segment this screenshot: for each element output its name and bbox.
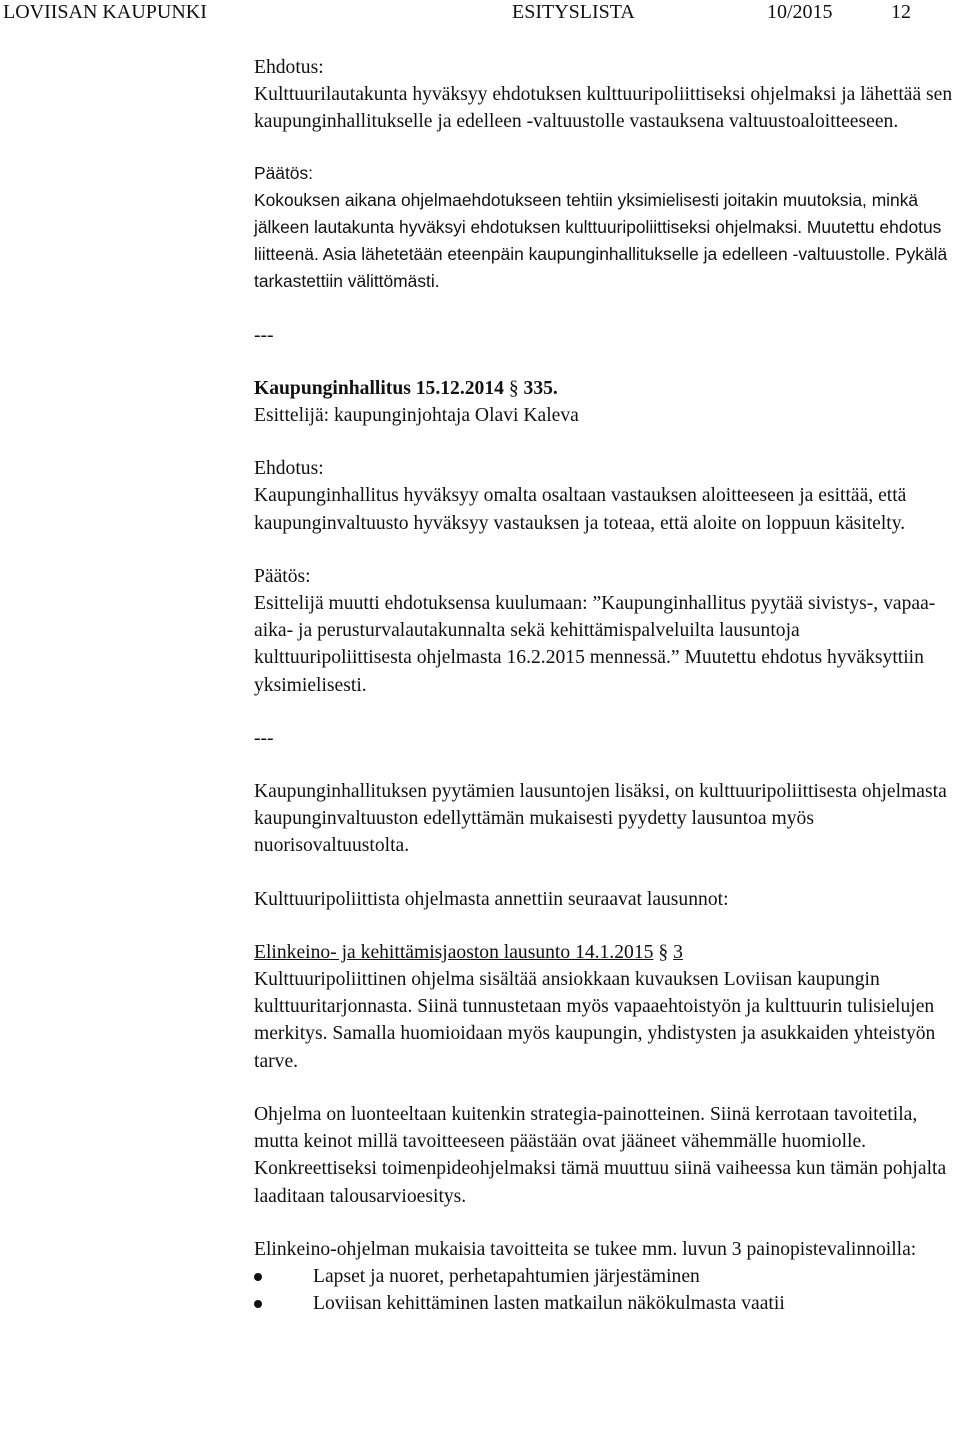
statement-paragraph-1: Kulttuuripoliittinen ohjelma sisältää ansiokkaan kuvauksen Loviisan kaupungin kulttuuritarjonnasta. Siinä tunnustetaan myös vapaaehtoistyön ja kulttuurin tulisielujen merkitys. Samalla huomioidaan myös kaupungin, yhdistysten ja asukkaiden yhteistyön tarve. — [254, 969, 936, 1072]
proposal-section-1 — [254, 54, 960, 136]
organization-name: LOVIISAN KAUPUNKI — [3, 1, 207, 23]
separator-1: --- — [254, 324, 274, 346]
bullet-icon — [254, 1300, 262, 1308]
statement-section-number: 3 — [673, 941, 683, 963]
list-item — [254, 1290, 960, 1317]
statement-section-sign: § — [658, 941, 669, 963]
decision-text: Esittelijä muutti ehdotuksensa kuulumaan: ”Kaupunginhallitus pyytää sivistys-, vapaa-aika- ja perusturvalautakunnalta sekä kehittämispalveluilta lausuntoja kulttuuripoliittisesta ohjelmasta 16.2.2015 mennessä.” Muutettu ehdotus hyväksyttiin yksimielisesti. — [254, 593, 936, 696]
decision-text: Kokouksen aikana ohjelmaehdotukseen tehtiin yksimielisesti joitakin muutoksia, minkä jälkeen lautakunta hyväksyi ehdotuksen kulttuuripoliittiseksi ohjelmaksi. Muutettu ehdotus liitteenä. Asia lähetetään eteenpäin kaupunginhallitukselle ja edelleen -valtuustolle. Pykälä tarkastettiin välittömästi. — [254, 189, 948, 292]
page-header — [0, 0, 960, 24]
list-item — [254, 1263, 960, 1290]
proposal-text: Kaupunginhallitus hyväksyy omalta osaltaan vastauksen aloitteeseen ja esittää, että kaupunginvaltuusto hyväksyy vastauksen ja toteaa, että aloite on loppuun käsitelty. — [254, 485, 907, 534]
statement-heading — [254, 939, 960, 966]
presenter: Esittelijä: kaupunginjohtaja Olavi Kaleva — [254, 405, 579, 427]
goals-list — [254, 1263, 960, 1317]
document-body — [254, 27, 960, 1317]
statement-heading-text: Elinkeino- ja kehittämisjaoston lausunto 14.1.2015 — [254, 941, 654, 963]
city-board-heading — [254, 375, 960, 402]
page-number: 12 — [891, 1, 911, 23]
proposal-text: Kulttuurilautakunta hyväksyy ehdotuksen kulttuuripoliittiseksi ohjelmaksi ja lähettää sen kaupunginhallitukselle ja edelleen -valtuustolle vastauksena valtuustoaloitteeseen. — [254, 84, 953, 133]
list-item-text: Lapset ja nuoret, perhetapahtumien järjestäminen — [313, 1265, 700, 1287]
agenda-number: 10/2015 — [767, 1, 833, 23]
statement-paragraph-2: Ohjelma on luonteeltaan kuitenkin strategia-painotteinen. Siinä kerrotaan tavoitetila, mutta keinot millä tavoitteeseen päästään ovat jääneet vähemmälle huomiolle. Konkreettiseksi toimenpideohjelmaksi tämä muuttuu siinä vaiheessa kun tämän pohjalta laaditaan talousarvioesitys. — [254, 1103, 947, 1207]
proposal-label: Ehdotus: — [254, 57, 324, 78]
separator-2: --- — [254, 727, 274, 749]
proposal-section-2 — [254, 455, 960, 537]
decision-label: Päätös: — [254, 162, 313, 183]
statements-intro: Kulttuuripoliittista ohjelmasta annettiin seuraavat lausunnot: — [254, 888, 729, 910]
statement-paragraph-3: Elinkeino-ohjelman mukaisia tavoitteita se tukee mm. luvun 3 painopistevalinnoilla: — [254, 1238, 917, 1260]
section-number: 335. — [523, 377, 558, 399]
city-board-heading-text: Kaupunginhallitus 15.12.2014 — [254, 377, 504, 399]
bullet-icon — [254, 1273, 262, 1281]
proposal-label: Ehdotus: — [254, 458, 324, 480]
section-sign: § — [508, 377, 519, 399]
decision-section-2 — [254, 563, 960, 699]
statements-paragraph: Kaupunginhallituksen pyytämien lausuntojen lisäksi, on kulttuuripoliittisesta ohjelmasta kaupunginvaltuuston edellyttämän mukaisesti pyydetty lausuntoa myös nuorisovaltuustolta. — [254, 781, 947, 857]
list-item-text: Loviisan kehittäminen lasten matkailun näkökulmasta vaatii — [313, 1293, 785, 1315]
decision-label: Päätös: — [254, 565, 311, 587]
decision-section-1 — [254, 160, 960, 296]
document-type: ESITYSLISTA — [512, 1, 635, 23]
